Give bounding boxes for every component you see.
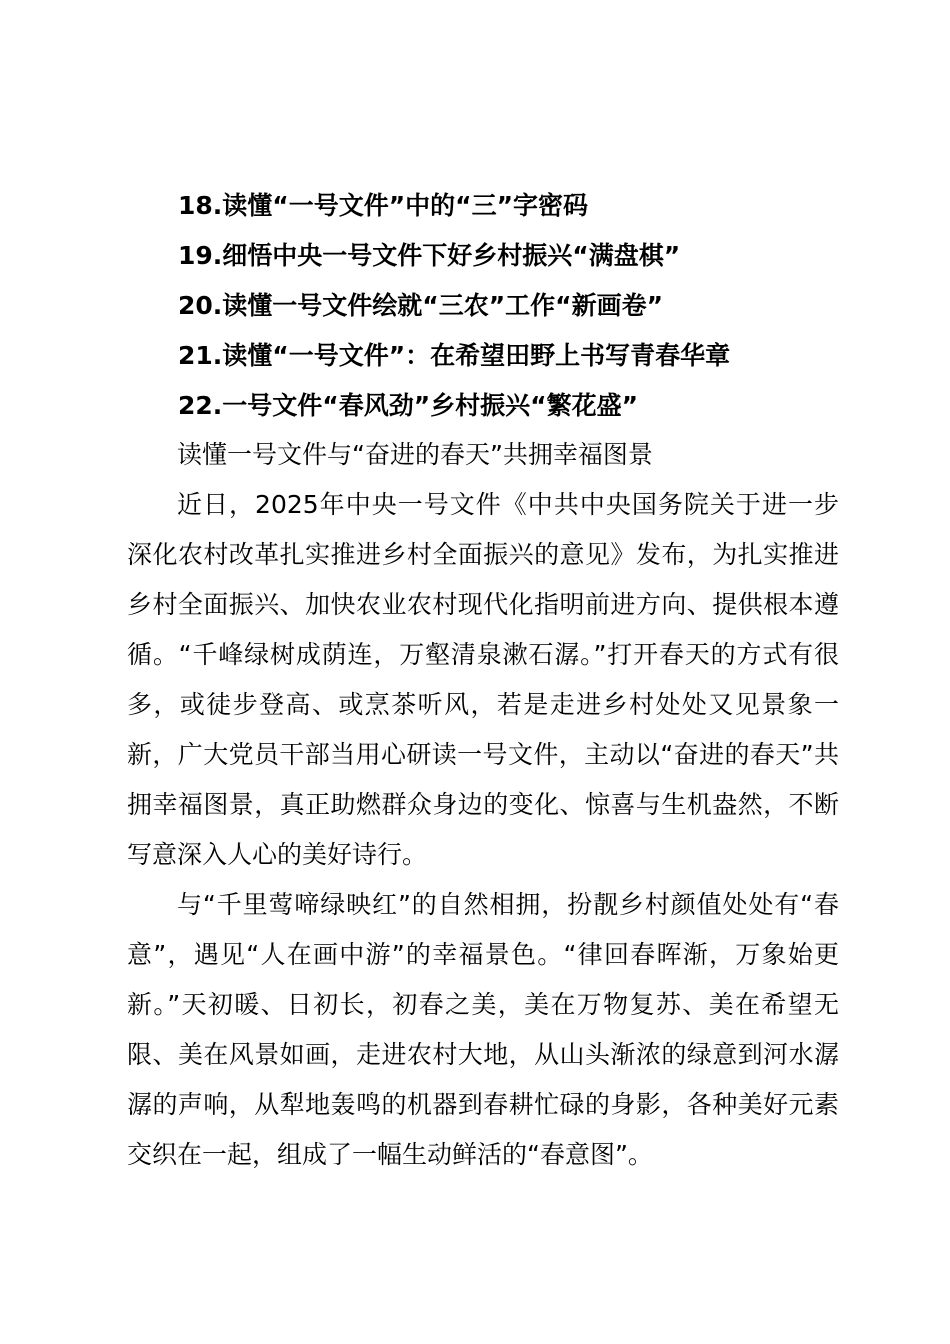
toc-item: 22.一号文件“春风劲”乡村振兴“繁花盛” bbox=[178, 391, 639, 420]
article-paragraph: 近日，2025年中央一号文件《中共中央国务院关于进一步深化农村改革扎实推进乡村全面振兴的意见》发布，为扎实推进乡村全面振兴、加快农业农村现代化指明前进方向、提供根本遵循。“千峰绿树成荫连，万壑清泉漱石潺。”打开春天的方式有很多，或徒步登高、或烹茶听风，若是走进乡村处处又见景象一新，广大党员干部当用心研读一号文件，主动以“奋进的春天”共拥幸福图景，真正助燃群众身边的变化、惊喜与生机盎然，不断写意深入人心的美好诗行。 bbox=[127, 490, 839, 869]
toc-item: 21.读懂“一号文件”：在希望田野上书写青春华章 bbox=[178, 341, 731, 370]
article-paragraph: 与“千里莺啼绿映红”的自然相拥，扮靓乡村颜值处处有“春意”，遇见“人在画中游”的幸福景色。“律回春晖渐，万象始更新。”天初暖、日初长，初春之美，美在万物复苏、美在希望无限、美在风景如画，走进农村大地，从山头渐浓的绿意到河水潺潺的声响，从犁地轰鸣的机器到春耕忙碌的身影，各种美好元素交织在一起，组成了一幅生动鲜活的“春意图”。 bbox=[127, 890, 839, 1169]
toc-item: 20.读懂一号文件绘就“三农”工作“新画卷” bbox=[178, 291, 664, 320]
article-title: 读懂一号文件与“奋进的春天”共拥幸福图景 bbox=[177, 440, 653, 469]
article-body bbox=[127, 430, 839, 1180]
toc-item: 19.细悟中央一号文件下好乡村振兴“满盘棋” bbox=[178, 241, 681, 270]
toc-item: 18.读懂“一号文件”中的“三”字密码 bbox=[178, 191, 589, 220]
toc-list bbox=[178, 181, 878, 431]
